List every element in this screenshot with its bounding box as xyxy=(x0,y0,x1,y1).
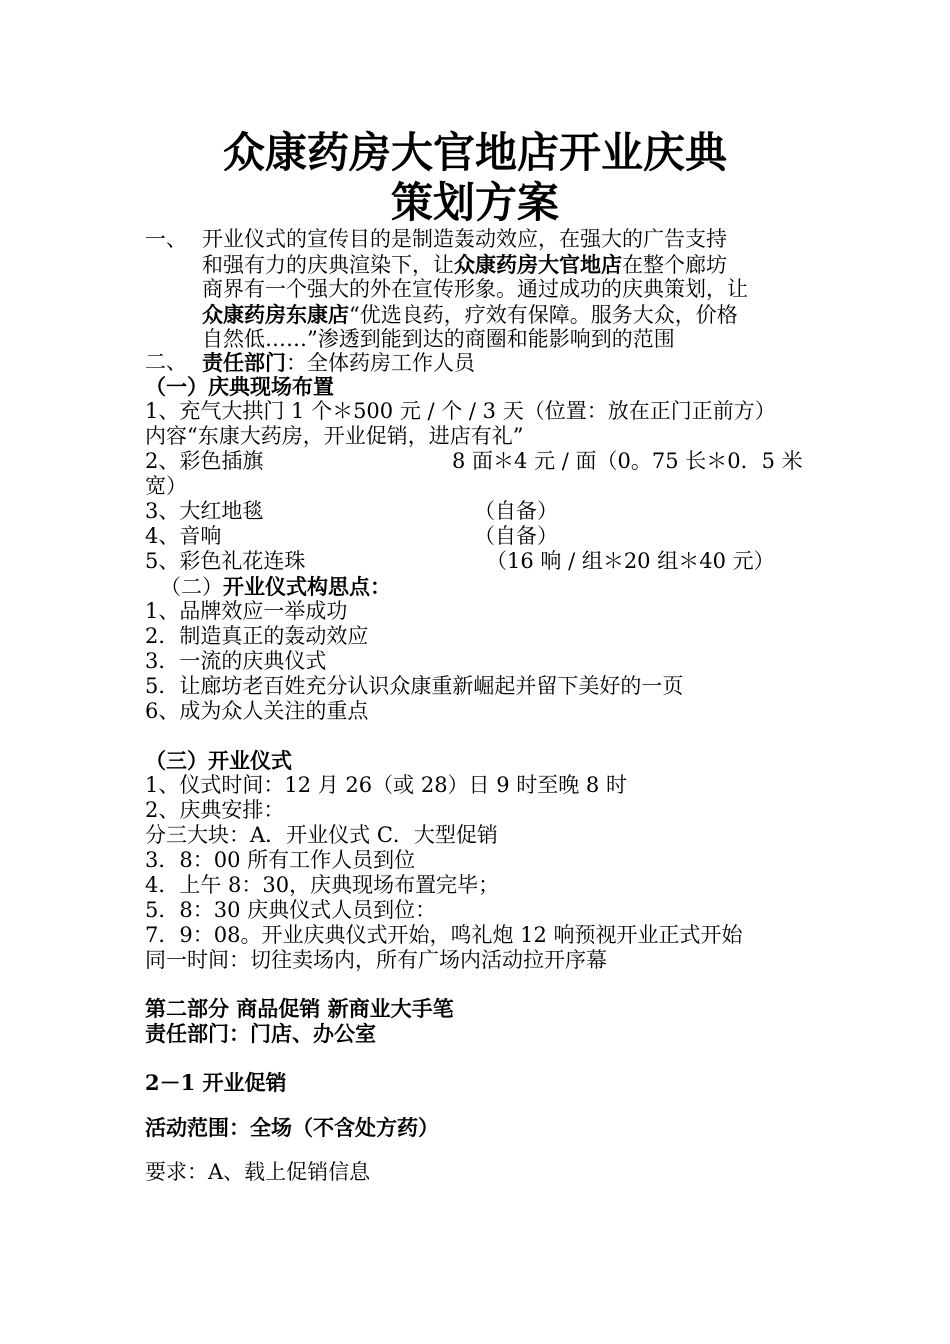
part-2-department: 责任部门：门店、办公室 xyxy=(145,1021,376,1046)
section-2-number: 二、 xyxy=(145,350,187,374)
section-1-line-1: 开业仪式的宣传目的是制造轰动效应，在强大的广告支持 xyxy=(202,227,727,251)
store-name-bold: 众康药房东康店 xyxy=(202,302,349,327)
ceremony-step-5: 5．8：30 庆典仪式人员到位： xyxy=(145,898,437,922)
item-flags: 2、彩色插旗 xyxy=(145,449,264,473)
text-run: “优选良药，疗效有保障。服务大众，价格 xyxy=(349,303,738,327)
idea-1: 1、品牌效应一举成功 xyxy=(145,599,348,623)
section-2-line xyxy=(202,350,475,376)
idea-5: 5．让廊坊老百姓充分认识众康重新崛起并留下美好的一页 xyxy=(145,674,684,698)
ceremony-step-7: 7．9：08。开业庆典仪式开始，鸣礼炮 12 响预视开业正式开始 xyxy=(145,923,743,947)
item-flags-cont: 宽） xyxy=(145,474,187,498)
item-audio-value: （自备） xyxy=(474,524,558,548)
heading-text: 开业仪式构思点： xyxy=(223,574,391,599)
idea-6: 6、成为众人关注的重点 xyxy=(145,699,369,723)
item-carpet-value: （自备） xyxy=(474,499,558,523)
document-title-line-1: 众康药房大官地店开业庆典 xyxy=(222,128,727,177)
section-1-line-4 xyxy=(202,302,738,328)
item-audio: 4、音响 xyxy=(145,524,222,548)
ceremony-step-3: 3．8：00 所有工作人员到位 xyxy=(145,848,416,872)
heading-opening-ceremony: （三）开业仪式 xyxy=(145,748,292,773)
section-1-line-5: 自然低……”渗透到能到达的商圈和能影响到的范围 xyxy=(202,327,675,351)
item-arch-content: 内容“东康大药房，开业促销，进店有礼” xyxy=(145,424,524,448)
document-title-line-2: 策划方案 xyxy=(390,178,559,227)
item-arch: 1、充气大拱门 1 个＊500 元 / 个 / 3 天（位置：放在正门正前方） xyxy=(145,399,776,423)
ceremony-step-4: 4．上午 8：30，庆典现场布置完毕； xyxy=(145,873,500,897)
idea-3: 3．一流的庆典仪式 xyxy=(145,649,327,673)
idea-2: 2．制造真正的轰动效应 xyxy=(145,624,369,648)
item-flags-value: 8 面＊4 元 / 面（0。75 长＊0．5 米 xyxy=(452,449,803,473)
ceremony-simultaneous: 同一时间：切往卖场内，所有广场内活动拉开序幕 xyxy=(145,948,607,972)
item-carpet: 3、大红地毯 xyxy=(145,499,264,523)
text-run: 和强有力的庆典渲染下，让 xyxy=(202,253,454,277)
section-1-line-3: 商界有一个强大的外在宣传形象。通过成功的庆典策划，让 xyxy=(202,277,748,301)
item-fireworks: 5、彩色礼花连珠 xyxy=(145,549,306,573)
section-2-text: ：全体药房工作人员 xyxy=(286,351,475,375)
section-2-label: 责任部门 xyxy=(202,350,286,375)
ceremony-arrangement: 2、庆典安排： xyxy=(145,798,285,822)
promotion-heading: 2－1 开业促销 xyxy=(145,1070,287,1095)
item-fireworks-value: （16 响 / 组＊20 组＊40 元） xyxy=(486,549,775,573)
promotion-scope: 活动范围：全场（不含处方药） xyxy=(145,1115,439,1140)
ceremony-blocks: 分三大块：A．开业仪式 C．大型促销 xyxy=(145,823,498,847)
section-1-number: 一、 xyxy=(145,227,187,251)
heading-ceremony-ideas xyxy=(160,574,391,600)
text-run: 在整个廊坊 xyxy=(622,253,727,277)
section-1-line-2 xyxy=(202,252,727,278)
part-2-heading: 第二部分 商品促销 新商业大手笔 xyxy=(145,996,454,1021)
store-name-bold: 众康药房大官地店 xyxy=(454,252,622,277)
heading-number: （二） xyxy=(160,575,223,599)
ceremony-time: 1、仪式时间：12 月 26（或 28）日 9 时至晚 8 时 xyxy=(145,773,627,797)
heading-site-setup: （一）庆典现场布置 xyxy=(145,374,334,399)
promotion-requirement: 要求：A、载上促销信息 xyxy=(145,1160,371,1184)
